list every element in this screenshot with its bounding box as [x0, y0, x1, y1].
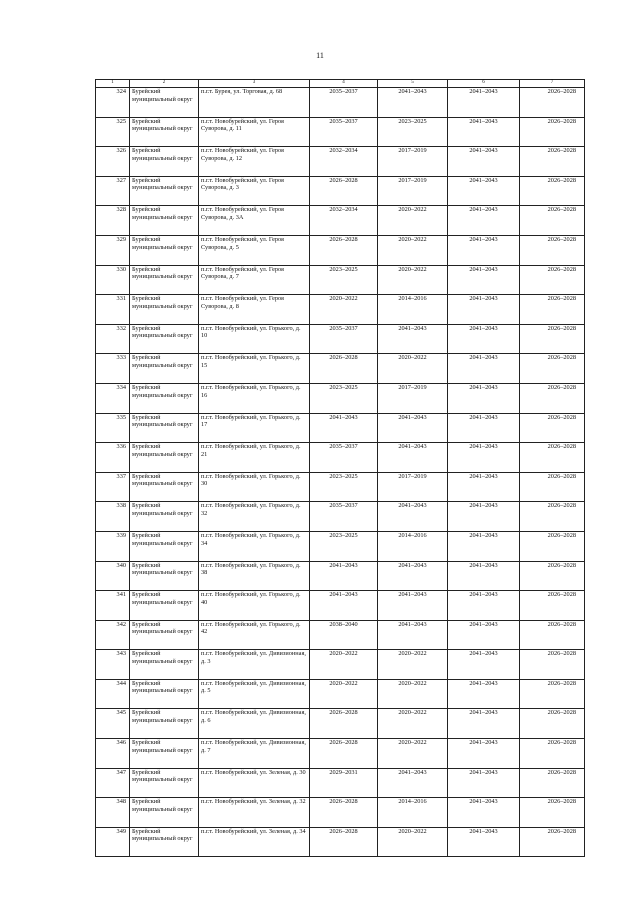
row-number: 332: [96, 324, 130, 354]
row-number: 338: [96, 502, 130, 532]
district-cell: Бурейский муниципальный округ: [130, 709, 199, 739]
row-number: 345: [96, 709, 130, 739]
period-cell: 2020–2022: [378, 206, 448, 236]
period-cell: 2041–2043: [378, 502, 448, 532]
period-cell: 2041–2043: [448, 561, 520, 591]
period-cell: 2026–2028: [310, 354, 378, 384]
address-cell: п.г.т. Новобурейский, ул. Дивизионная, д. 5: [199, 679, 310, 709]
period-cell: 2014–2016: [378, 295, 448, 325]
header-cell: 4: [310, 80, 378, 88]
period-cell: 2026–2028: [310, 709, 378, 739]
district-cell: Бурейский муниципальный округ: [130, 827, 199, 857]
district-cell: Бурейский муниципальный округ: [130, 620, 199, 650]
period-cell: 2017–2019: [378, 472, 448, 502]
schedule-table: [95, 79, 585, 857]
row-number: 328: [96, 206, 130, 236]
address-cell: п.г.т. Новобурейский, ул. Горького, д. 38: [199, 561, 310, 591]
period-cell: 2035–2037: [310, 117, 378, 147]
district-cell: Бурейский муниципальный округ: [130, 502, 199, 532]
table-row: [96, 295, 585, 325]
period-cell: 2026–2028: [520, 739, 585, 769]
row-number: 334: [96, 383, 130, 413]
district-cell: Бурейский муниципальный округ: [130, 235, 199, 265]
row-number: 340: [96, 561, 130, 591]
table-row: [96, 591, 585, 621]
row-number: 342: [96, 620, 130, 650]
period-cell: 2026–2028: [520, 413, 585, 443]
period-cell: 2026–2028: [310, 827, 378, 857]
period-cell: 2041–2043: [378, 768, 448, 798]
period-cell: 2041–2043: [448, 650, 520, 680]
district-cell: Бурейский муниципальный округ: [130, 117, 199, 147]
table-row: [96, 679, 585, 709]
district-cell: Бурейский муниципальный округ: [130, 265, 199, 295]
district-cell: Бурейский муниципальный округ: [130, 561, 199, 591]
district-cell: Бурейский муниципальный округ: [130, 206, 199, 236]
period-cell: 2026–2028: [520, 650, 585, 680]
period-cell: 2014–2016: [378, 798, 448, 828]
period-cell: 2026–2028: [310, 798, 378, 828]
row-number: 336: [96, 443, 130, 473]
table-row: [96, 443, 585, 473]
address-cell: п.г.т. Новобурейский, ул. Героя Суворова, д. 8: [199, 295, 310, 325]
period-cell: 2041–2043: [378, 324, 448, 354]
period-cell: 2026–2028: [520, 827, 585, 857]
period-cell: 2026–2028: [520, 176, 585, 206]
period-cell: 2041–2043: [448, 798, 520, 828]
period-cell: 2026–2028: [520, 117, 585, 147]
period-cell: 2026–2028: [520, 472, 585, 502]
period-cell: 2041–2043: [448, 176, 520, 206]
row-number: 330: [96, 265, 130, 295]
table-row: [96, 472, 585, 502]
period-cell: 2035–2037: [310, 88, 378, 118]
period-cell: 2035–2037: [310, 502, 378, 532]
period-cell: 2026–2028: [520, 235, 585, 265]
period-cell: 2041–2043: [448, 324, 520, 354]
address-cell: п.г.т. Новобурейский, ул. Дивизионная, д. 7: [199, 739, 310, 769]
period-cell: 2023–2025: [310, 383, 378, 413]
table-row: [96, 206, 585, 236]
address-cell: п.г.т. Новобурейский, ул. Горького, д. 42: [199, 620, 310, 650]
period-cell: 2020–2022: [378, 827, 448, 857]
table-row: [96, 620, 585, 650]
period-cell: 2041–2043: [448, 295, 520, 325]
table-row: [96, 531, 585, 561]
row-number: 331: [96, 295, 130, 325]
address-cell: п.г.т. Новобурейский, ул. Горького, д. 32: [199, 502, 310, 532]
period-cell: 2041–2043: [448, 591, 520, 621]
row-number: 327: [96, 176, 130, 206]
period-cell: 2026–2028: [310, 176, 378, 206]
district-cell: Бурейский муниципальный округ: [130, 147, 199, 177]
row-number: 329: [96, 235, 130, 265]
table-row: [96, 827, 585, 857]
period-cell: 2029–2031: [310, 768, 378, 798]
table-row: [96, 650, 585, 680]
district-cell: Бурейский муниципальный округ: [130, 798, 199, 828]
period-cell: 2026–2028: [520, 88, 585, 118]
period-cell: 2041–2043: [448, 502, 520, 532]
district-cell: Бурейский муниципальный округ: [130, 768, 199, 798]
row-number: 326: [96, 147, 130, 177]
header-cell: 3: [199, 80, 310, 88]
period-cell: 2023–2025: [378, 117, 448, 147]
header-cell: 1: [96, 80, 130, 88]
header-row: [96, 80, 585, 88]
district-cell: Бурейский муниципальный округ: [130, 472, 199, 502]
table-row: [96, 324, 585, 354]
district-cell: Бурейский муниципальный округ: [130, 88, 199, 118]
row-number: 349: [96, 827, 130, 857]
district-cell: Бурейский муниципальный округ: [130, 383, 199, 413]
period-cell: 2041–2043: [310, 413, 378, 443]
period-cell: 2026–2028: [520, 768, 585, 798]
period-cell: 2017–2019: [378, 176, 448, 206]
row-number: 344: [96, 679, 130, 709]
address-cell: п.г.т. Новобурейский, ул. Героя Суворова, д. 3: [199, 176, 310, 206]
period-cell: 2041–2043: [378, 88, 448, 118]
district-cell: Бурейский муниципальный округ: [130, 650, 199, 680]
row-number: 333: [96, 354, 130, 384]
period-cell: 2041–2043: [378, 413, 448, 443]
address-cell: п.г.т. Новобурейский, ул. Зеленая, д. 30: [199, 768, 310, 798]
address-cell: п.г.т. Новобурейский, ул. Зеленая, д. 32: [199, 798, 310, 828]
header-cell: 5: [378, 80, 448, 88]
period-cell: 2041–2043: [448, 88, 520, 118]
period-cell: 2041–2043: [448, 235, 520, 265]
period-cell: 2026–2028: [520, 265, 585, 295]
row-number: 346: [96, 739, 130, 769]
address-cell: п.г.т. Новобурейский, ул. Зеленая, д. 34: [199, 827, 310, 857]
period-cell: 2041–2043: [378, 561, 448, 591]
period-cell: 2041–2043: [448, 147, 520, 177]
period-cell: 2032–2034: [310, 206, 378, 236]
period-cell: 2041–2043: [378, 620, 448, 650]
district-cell: Бурейский муниципальный округ: [130, 739, 199, 769]
row-number: 348: [96, 798, 130, 828]
period-cell: 2020–2022: [378, 235, 448, 265]
period-cell: 2026–2028: [520, 295, 585, 325]
table-row: [96, 413, 585, 443]
period-cell: 2041–2043: [448, 768, 520, 798]
period-cell: 2041–2043: [448, 354, 520, 384]
period-cell: 2038–2040: [310, 620, 378, 650]
table-row: [96, 739, 585, 769]
period-cell: 2020–2022: [378, 265, 448, 295]
period-cell: 2017–2019: [378, 147, 448, 177]
period-cell: 2041–2043: [448, 117, 520, 147]
period-cell: 2041–2043: [448, 620, 520, 650]
address-cell: п.г.т. Новобурейский, ул. Горького, д. 30: [199, 472, 310, 502]
district-cell: Бурейский муниципальный округ: [130, 324, 199, 354]
address-cell: п.г.т. Новобурейский, ул. Горького, д. 10: [199, 324, 310, 354]
period-cell: 2014–2016: [378, 531, 448, 561]
period-cell: 2041–2043: [448, 443, 520, 473]
period-cell: 2041–2043: [448, 709, 520, 739]
header-cell: 7: [520, 80, 585, 88]
period-cell: 2026–2028: [520, 206, 585, 236]
period-cell: 2041–2043: [448, 679, 520, 709]
row-number: 335: [96, 413, 130, 443]
table-row: [96, 176, 585, 206]
period-cell: 2026–2028: [520, 798, 585, 828]
address-cell: п.г.т. Новобурейский, ул. Горького, д. 34: [199, 531, 310, 561]
table-row: [96, 798, 585, 828]
period-cell: 2041–2043: [448, 827, 520, 857]
period-cell: 2041–2043: [448, 206, 520, 236]
period-cell: 2026–2028: [520, 709, 585, 739]
district-cell: Бурейский муниципальный округ: [130, 354, 199, 384]
address-cell: п.г.т. Новобурейский, ул. Героя Суворова, д. 5: [199, 235, 310, 265]
period-cell: 2017–2019: [378, 383, 448, 413]
address-cell: п.г.т. Новобурейский, ул. Горького, д. 16: [199, 383, 310, 413]
district-cell: Бурейский муниципальный округ: [130, 413, 199, 443]
table-row: [96, 235, 585, 265]
address-cell: п.г.т. Новобурейский, ул. Героя Суворова, д. 12: [199, 147, 310, 177]
period-cell: 2020–2022: [378, 354, 448, 384]
period-cell: 2041–2043: [448, 383, 520, 413]
period-cell: 2041–2043: [310, 591, 378, 621]
table-row: [96, 147, 585, 177]
period-cell: 2020–2022: [310, 295, 378, 325]
period-cell: 2026–2028: [310, 235, 378, 265]
period-cell: 2026–2028: [520, 354, 585, 384]
table-row: [96, 709, 585, 739]
table-row: [96, 561, 585, 591]
period-cell: 2020–2022: [310, 679, 378, 709]
address-cell: п.г.т. Новобурейский, ул. Дивизионная, д. 6: [199, 709, 310, 739]
period-cell: 2041–2043: [378, 591, 448, 621]
period-cell: 2026–2028: [520, 443, 585, 473]
row-number: 339: [96, 531, 130, 561]
period-cell: 2041–2043: [310, 561, 378, 591]
period-cell: 2020–2022: [378, 709, 448, 739]
period-cell: 2032–2034: [310, 147, 378, 177]
row-number: 337: [96, 472, 130, 502]
period-cell: 2026–2028: [520, 324, 585, 354]
district-cell: Бурейский муниципальный округ: [130, 531, 199, 561]
row-number: 343: [96, 650, 130, 680]
period-cell: 2041–2043: [448, 531, 520, 561]
period-cell: 2023–2025: [310, 531, 378, 561]
address-cell: п.г.т. Новобурейский, ул. Горького, д. 21: [199, 443, 310, 473]
period-cell: 2026–2028: [520, 502, 585, 532]
period-cell: 2026–2028: [520, 147, 585, 177]
row-number: 347: [96, 768, 130, 798]
period-cell: 2041–2043: [448, 413, 520, 443]
district-cell: Бурейский муниципальный округ: [130, 591, 199, 621]
period-cell: 2026–2028: [520, 561, 585, 591]
address-cell: п.г.т. Новобурейский, ул. Горького, д. 17: [199, 413, 310, 443]
address-cell: п.г.т. Новобурейский, ул. Горького, д. 15: [199, 354, 310, 384]
table-row: [96, 88, 585, 118]
address-cell: п.г.т. Новобурейский, ул. Дивизионная, д. 3: [199, 650, 310, 680]
page-number: 11: [316, 51, 324, 60]
period-cell: 2020–2022: [378, 739, 448, 769]
period-cell: 2041–2043: [448, 265, 520, 295]
period-cell: 2020–2022: [310, 650, 378, 680]
period-cell: 2026–2028: [520, 620, 585, 650]
table-row: [96, 354, 585, 384]
period-cell: 2041–2043: [448, 739, 520, 769]
table-row: [96, 768, 585, 798]
period-cell: 2020–2022: [378, 679, 448, 709]
period-cell: 2026–2028: [520, 383, 585, 413]
district-cell: Бурейский муниципальный округ: [130, 679, 199, 709]
address-cell: п.г.т. Новобурейский, ул. Горького, д. 40: [199, 591, 310, 621]
address-cell: п.г.т. Новобурейский, ул. Героя Суворова, д. 3А: [199, 206, 310, 236]
table-row: [96, 117, 585, 147]
period-cell: 2026–2028: [520, 531, 585, 561]
district-cell: Бурейский муниципальный округ: [130, 295, 199, 325]
period-cell: 2035–2037: [310, 324, 378, 354]
period-cell: 2035–2037: [310, 443, 378, 473]
address-cell: п.г.т. Новобурейский, ул. Героя Суворова, д. 11: [199, 117, 310, 147]
period-cell: 2026–2028: [520, 679, 585, 709]
header-cell: 6: [448, 80, 520, 88]
row-number: 325: [96, 117, 130, 147]
period-cell: 2026–2028: [310, 739, 378, 769]
district-cell: Бурейский муниципальный округ: [130, 443, 199, 473]
period-cell: 2023–2025: [310, 265, 378, 295]
table-row: [96, 265, 585, 295]
period-cell: 2026–2028: [520, 591, 585, 621]
table-row: [96, 502, 585, 532]
period-cell: 2023–2025: [310, 472, 378, 502]
row-number: 324: [96, 88, 130, 118]
table-row: [96, 383, 585, 413]
district-cell: Бурейский муниципальный округ: [130, 176, 199, 206]
address-cell: п.г.т. Бурея, ул. Торговая, д. 68: [199, 88, 310, 118]
table-body: [96, 88, 585, 857]
period-cell: 2041–2043: [378, 443, 448, 473]
period-cell: 2020–2022: [378, 650, 448, 680]
row-number: 341: [96, 591, 130, 621]
period-cell: 2041–2043: [448, 472, 520, 502]
address-cell: п.г.т. Новобурейский, ул. Героя Суворова, д. 7: [199, 265, 310, 295]
header-cell: 2: [130, 80, 199, 88]
